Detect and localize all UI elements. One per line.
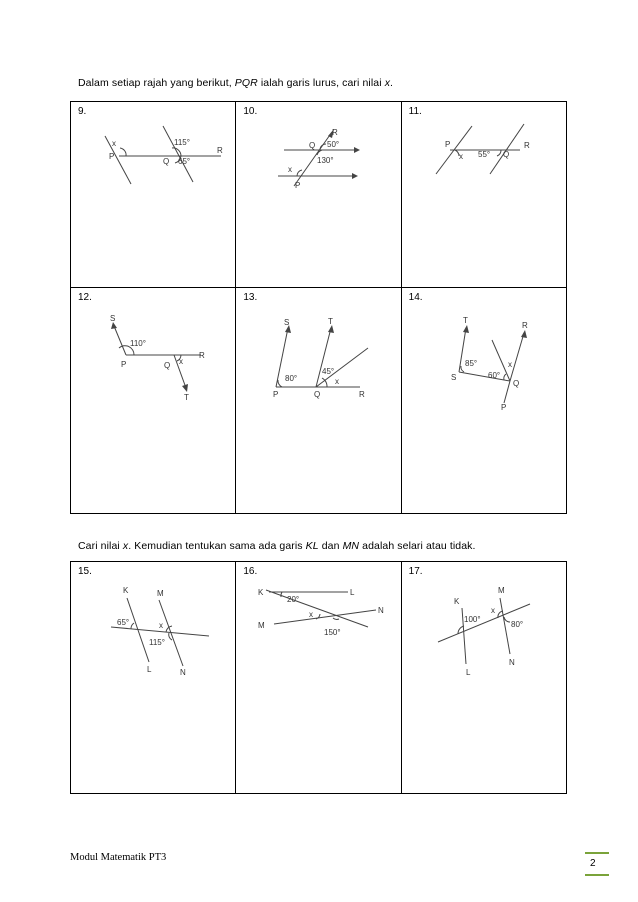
label-angle-1: 50° — [327, 140, 340, 149]
label-angle-2: 65° — [178, 157, 191, 166]
label-x: x — [159, 621, 163, 630]
label-angle-1: 85° — [464, 359, 477, 368]
figure-10 — [236, 102, 401, 288]
question-number: 17. — [408, 566, 423, 577]
question-table-1 — [70, 101, 567, 514]
label-r: R — [199, 351, 205, 360]
label-q: Q — [502, 150, 509, 159]
label-p: P — [295, 181, 301, 190]
label-r: R — [217, 146, 223, 155]
question-cell-10 — [236, 102, 401, 288]
instruction-text: Dalam setiap rajah yang berikut, — [78, 77, 235, 89]
label-t: T — [184, 393, 189, 402]
label-x: x — [458, 152, 463, 161]
question-cell-15 — [71, 562, 236, 794]
label-x: x — [112, 139, 116, 148]
label-l: L — [147, 665, 152, 674]
label-angle-2: 80° — [510, 620, 523, 629]
label-s: S — [450, 373, 456, 382]
figure-9 — [71, 102, 236, 288]
label-angle-2: 150° — [324, 628, 341, 637]
question-cell-13 — [236, 288, 401, 514]
label-x: x — [507, 360, 512, 369]
x-term: x — [122, 540, 129, 552]
label-angle-2: 45° — [322, 367, 335, 376]
label-x: x — [309, 610, 314, 619]
question-number: 12. — [78, 292, 92, 303]
question-number: 11. — [408, 106, 422, 117]
page-number: 2 — [590, 858, 596, 869]
label-q: Q — [512, 379, 519, 388]
question-number: 9. — [78, 106, 87, 117]
question-table-2 — [70, 561, 567, 794]
label-k: K — [258, 588, 264, 597]
label-q: Q — [309, 141, 316, 150]
label-r: R — [523, 141, 530, 150]
label-m: M — [258, 621, 265, 630]
pqr-term: PQR — [234, 77, 258, 89]
figure-15 — [71, 562, 236, 794]
instruction-text: Cari nilai — [78, 540, 123, 552]
figure-13 — [236, 288, 401, 514]
label-angle-1: 65° — [117, 618, 130, 627]
label-t: T — [328, 317, 334, 326]
label-x: x — [288, 165, 293, 174]
label-r: R — [332, 128, 339, 137]
question-cell-16 — [236, 562, 401, 794]
label-r: R — [359, 390, 366, 399]
label-angle-2: 60° — [487, 371, 500, 380]
kl-term: KL — [305, 540, 319, 552]
label-angle-2: 115° — [149, 638, 165, 647]
instruction-text: dan — [318, 540, 343, 552]
label-t: T — [462, 316, 468, 325]
label-angle-1: 110° — [130, 339, 146, 348]
question-cell-12 — [71, 288, 236, 514]
label-n: N — [180, 668, 186, 677]
label-x: x — [490, 606, 495, 615]
figure-14 — [402, 288, 567, 514]
label-k: K — [123, 586, 129, 595]
label-l: L — [465, 668, 471, 677]
label-n: N — [508, 658, 515, 667]
label-k: K — [453, 597, 459, 606]
instruction-1 — [78, 77, 393, 89]
label-m: M — [157, 589, 164, 598]
label-x: x — [335, 377, 340, 386]
question-cell-14 — [401, 288, 566, 514]
question-cell-11 — [401, 102, 566, 288]
question-number: 15. — [78, 566, 92, 577]
label-r: R — [521, 321, 528, 330]
question-number: 13. — [243, 292, 258, 303]
mn-term: MN — [342, 540, 360, 552]
question-cell-17 — [401, 562, 566, 794]
page-number-rule-top — [585, 852, 609, 854]
instruction-text: . Kemudian tentukan sama ada garis — [128, 540, 306, 552]
label-angle-2: 130° — [317, 156, 334, 165]
label-m: M — [497, 586, 505, 595]
label-angle-1: 55° — [477, 150, 490, 159]
label-q: Q — [164, 361, 171, 370]
figure-12 — [71, 288, 236, 514]
label-s: S — [110, 314, 116, 323]
page-number-rule-bottom — [585, 874, 609, 876]
label-q: Q — [314, 390, 321, 399]
label-p: P — [121, 360, 127, 369]
figure-17 — [402, 562, 567, 794]
label-angle-1: 20° — [287, 595, 300, 604]
label-q: Q — [163, 157, 170, 166]
question-number: 10. — [243, 106, 258, 117]
module-title: Modul Matematik PT3 — [70, 852, 167, 863]
label-l: L — [350, 588, 355, 597]
figure-16 — [236, 562, 401, 794]
label-angle-1: 115° — [174, 138, 190, 147]
label-p: P — [109, 152, 115, 161]
figure-11 — [402, 102, 567, 288]
label-s: S — [284, 318, 290, 327]
instruction-text: ialah garis lurus, cari nilai — [257, 77, 385, 89]
label-angle-1: 80° — [285, 374, 298, 383]
label-angle-1: 100° — [463, 615, 481, 624]
instruction-2 — [78, 540, 476, 552]
question-cell-9 — [71, 102, 236, 288]
question-number: 16. — [243, 566, 258, 577]
label-x: x — [179, 357, 183, 366]
instruction-text: adalah selari atau tidak. — [359, 540, 476, 552]
instruction-text: . — [390, 77, 394, 89]
label-p: P — [444, 140, 450, 149]
question-number: 14. — [408, 292, 423, 303]
label-p: P — [500, 403, 506, 412]
label-p: P — [273, 390, 279, 399]
label-n: N — [378, 606, 385, 615]
x-term: x — [384, 77, 391, 89]
